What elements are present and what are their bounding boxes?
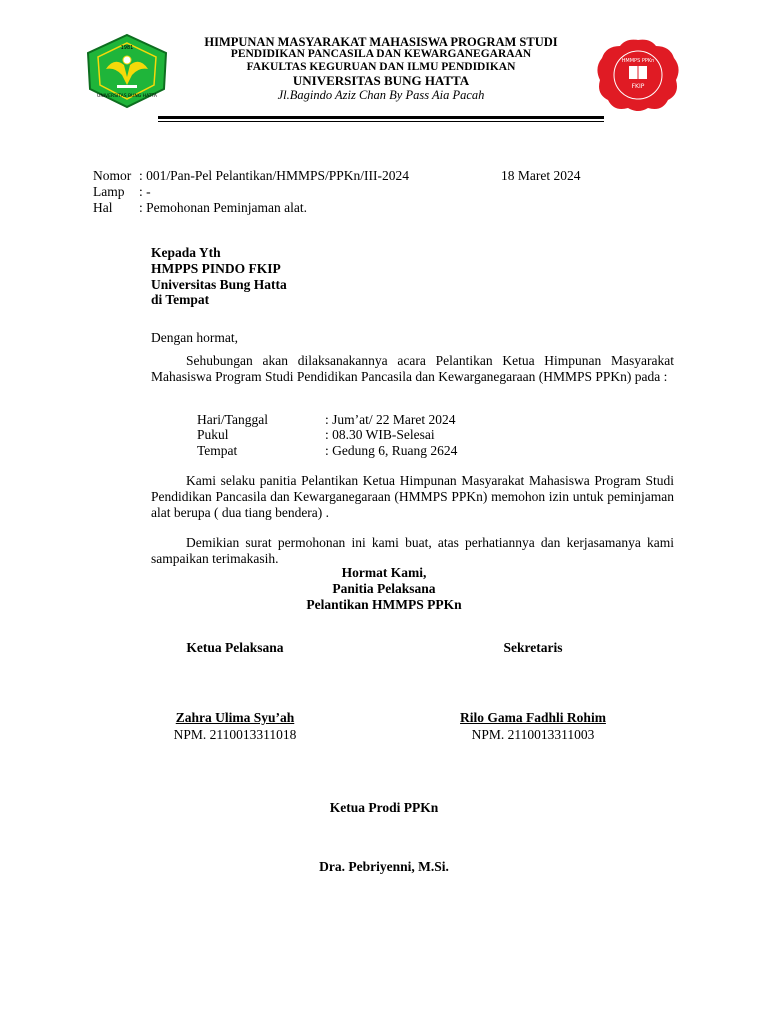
- header-line-4: UNIVERSITAS BUNG HATTA: [292, 73, 470, 88]
- recipient-line-3: Universitas Bung Hatta: [151, 277, 287, 292]
- header-rule-thick: [158, 116, 604, 119]
- nomor-value: : 001/Pan-Pel Pelantikan/HMMPS/PPKn/III-2024: [139, 168, 410, 183]
- logo-left-caption: UNIVERSITAS BUNG HATTA: [97, 94, 157, 99]
- greeting: Dengan hormat,: [151, 330, 238, 345]
- left-signature-name: Zahra Ulima Syu’ah: [175, 710, 295, 725]
- detail-label-date: Hari/Tanggal: [197, 412, 269, 427]
- detail-value-time: : 08.30 WIB-Selesai: [325, 427, 435, 442]
- closing-line-3: Pelantikan HMMPS PPKn: [306, 597, 462, 612]
- letter-date: 18 Maret 2024: [501, 168, 581, 183]
- lamp-value: : -: [139, 184, 151, 199]
- header-rule-thin: [158, 121, 604, 122]
- paragraph-2: Kami selaku panitia Pelantikan Ketua Himpunan Masyarakat Mahasiswa Program Studi Pendidikan Pancasila dan Kewarganegaraan (HMMPS PPKn) memohon izin untuk peminjaman alat berupa ( dua tiang bendera) .: [151, 473, 674, 520]
- right-signature-npm: NPM. 2110013311003: [471, 727, 595, 742]
- detail-value-place: : Gedung 6, Ruang 2624: [325, 443, 458, 458]
- recipient-line-2: HMPPS PINDO FKIP: [151, 261, 281, 276]
- nomor-label: Nomor: [93, 168, 132, 183]
- detail-label-place: Tempat: [197, 443, 238, 458]
- hmmps-logo: [596, 38, 680, 112]
- bottom-signature-name: Dra. Pebriyenni, M.Si.: [319, 859, 449, 874]
- header-line-1: HIMPUNAN MASYARAKAT MAHASISWA PROGRAM STUDI: [204, 35, 558, 49]
- right-signature-title: Sekretaris: [503, 640, 563, 655]
- bottom-signature-title: Ketua Prodi PPKn: [329, 800, 439, 815]
- closing-line-1: Hormat Kami,: [341, 565, 427, 580]
- header-line-2: PENDIDIKAN PANCASILA DAN KEWARGANEGARAAN: [230, 48, 532, 60]
- logo-right-title: HMMPS PPKn: [621, 58, 655, 64]
- university-logo: [84, 33, 170, 109]
- lamp-label: Lamp: [93, 184, 125, 199]
- recipient-line-4: di Tempat: [151, 292, 210, 307]
- recipient-line-1: Kepada Yth: [151, 245, 221, 260]
- right-signature-name: Rilo Gama Fadhli Rohim: [460, 710, 606, 725]
- paragraph-1: Sehubungan akan dilaksanakannya acara Pelantikan Ketua Himpunan Masyarakat Mahasiswa Program Studi Pendidikan Pancasila dan Kewarganegaraan (HMMPS PPKn) pada :: [151, 353, 674, 384]
- logo-right-sub: FKIP: [631, 83, 645, 90]
- header-address: Jl.Bagindo Aziz Chan By Pass Aia Pacah: [277, 88, 485, 102]
- left-signature-title: Ketua Pelaksana: [186, 640, 284, 655]
- paragraph-3: Demikian surat permohonan ini kami buat, atas perhatiannya dan kerjasamanya kami sampaikan terimakasih.: [151, 535, 674, 566]
- closing-line-2: Panitia Pelaksana: [332, 581, 436, 596]
- detail-label-time: Pukul: [197, 427, 229, 442]
- logo-year: 1981: [120, 45, 134, 51]
- left-signature-npm: NPM. 2110013311018: [173, 727, 297, 742]
- detail-value-date: : Jum’at/ 22 Maret 2024: [325, 412, 456, 427]
- header-line-3: FAKULTAS KEGURUAN DAN ILMU PENDIDIKAN: [246, 61, 516, 73]
- hal-value: : Pemohonan Peminjaman alat.: [139, 200, 307, 215]
- hal-label: Hal: [93, 200, 113, 215]
